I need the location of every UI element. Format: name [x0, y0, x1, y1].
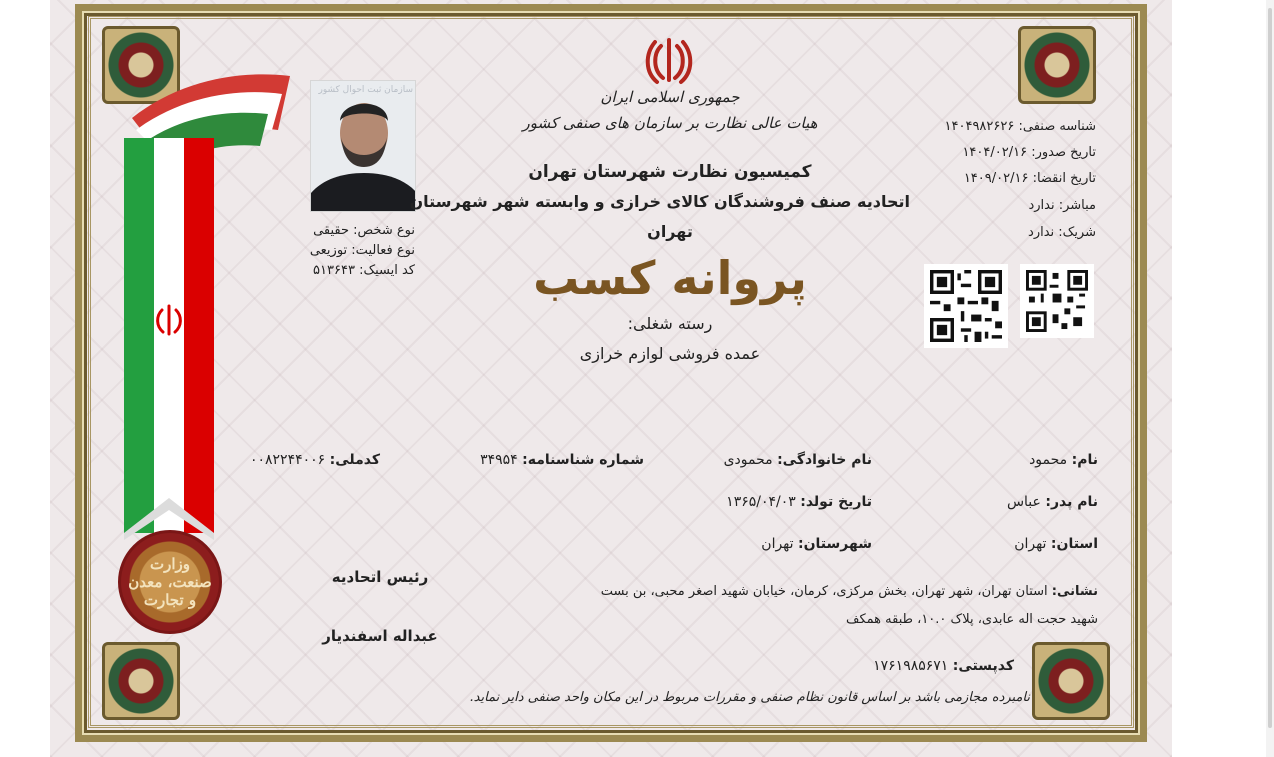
last-name-field — [690, 452, 872, 468]
province-field — [930, 536, 1098, 552]
corner-ornament-bottom-left — [102, 642, 180, 720]
city-label: شهرستان: — [797, 536, 872, 552]
qr-code-icon — [930, 270, 1002, 342]
partner: شریک: ندارد — [1028, 225, 1096, 240]
birth-date-field — [690, 494, 872, 510]
last-name-label: نام خانوادگی: — [777, 452, 872, 468]
id-number-value: ۳۴۹۵۴ — [480, 452, 518, 468]
seal-line-1: وزارت — [149, 555, 190, 573]
last-name-value: محمودی — [723, 452, 773, 468]
qr-code-right[interactable] — [1020, 264, 1094, 338]
city-field — [690, 536, 872, 552]
seal-line-3: و تجارت — [143, 591, 197, 609]
guild-label: رسته شغلی: — [627, 314, 713, 333]
iran-flag-ribbon — [120, 70, 290, 550]
father-name-field — [930, 494, 1098, 510]
national-code-label: کدملی: — [329, 452, 380, 468]
applicant-photo — [310, 80, 416, 212]
iran-emblem-icon — [643, 34, 695, 86]
commission-heading: کمیسیون نظارت شهرستان تهران — [528, 162, 812, 182]
person-type: نوع شخص: حقیقی — [313, 223, 415, 238]
business-license-certificate — [50, 0, 1172, 757]
scrollbar-thumb[interactable] — [1268, 8, 1272, 728]
national-code-field — [210, 452, 380, 468]
id-number-field — [470, 452, 644, 468]
manager: مباشر: ندارد — [1028, 198, 1096, 213]
qr-code-left[interactable] — [924, 264, 1008, 348]
postal-code-value: ۱۷۶۱۹۸۵۶۷۱ — [873, 658, 949, 674]
issue-date: تاریخ صدور: ۱۴۰۴/۰۲/۱۶ — [962, 145, 1096, 160]
father-name-label: نام پدر: — [1045, 494, 1098, 510]
corner-ornament-bottom-right — [1032, 642, 1110, 720]
union-heading-line-1: اتحادیه صنف فروشندگان کالای خرازی و وابسته شهر شهرستان — [409, 192, 910, 211]
footer-legal-note: نامبرده مجازمی باشد بر اساس قانون نظام صنفی و مقررات مربوط در این مکان واحد صنفی دایر نماید. — [469, 690, 1030, 705]
birth-date-label: تاریخ تولد: — [800, 494, 872, 510]
seal-line-2: صنعت، معدن — [128, 573, 212, 591]
address-line-2: شهید حجت اله عابدی، پلاک ۱۰.۰، طبقه همکف — [846, 612, 1098, 627]
postal-code-label: کدپستی: — [952, 658, 1014, 674]
address-value-line-1: استان تهران، شهر تهران، بخش مرکزی، کرمان، خیابان شهید اصغر محبی، بن بست — [600, 584, 1048, 599]
isic-code: کد ایسیک: ۵۱۳۶۴۳ — [313, 263, 415, 278]
address-line-1 — [500, 584, 1098, 599]
qr-code-icon — [1026, 270, 1088, 332]
republic-heading: جمهوری اسلامی ایران — [600, 88, 740, 106]
national-code-value: ۰۰۸۲۲۴۴۰۰۶ — [249, 452, 326, 468]
postal-code-field — [770, 658, 1014, 674]
address-label: نشانی: — [1051, 584, 1098, 599]
first-name-field — [930, 452, 1098, 468]
city-value: تهران — [761, 536, 794, 552]
expiry-date: تاریخ انقضا: ۱۴۰۹/۰۲/۱۶ — [963, 171, 1096, 186]
signatory-name: عبداله اسفندیار — [322, 627, 438, 645]
person-silhouette-icon — [311, 81, 416, 212]
first-name-value: محمود — [1029, 452, 1068, 468]
province-value: تهران — [1014, 536, 1047, 552]
father-name-value: عباس — [1006, 494, 1041, 510]
activity-type: نوع فعالیت: توزیعی — [309, 243, 415, 258]
photo-watermark: سازمان ثبت احوال کشور — [318, 85, 413, 95]
council-heading: هیات عالی نظارت بر سازمان های صنفی کشور — [522, 114, 818, 132]
province-label: استان: — [1050, 536, 1098, 552]
certificate-title: پروانه کسب — [533, 251, 807, 305]
id-number-label: شماره شناسنامه: — [522, 452, 644, 468]
corner-ornament-top-right — [1018, 26, 1096, 104]
union-heading-line-2: تهران — [647, 222, 693, 241]
first-name-label: نام: — [1071, 452, 1098, 468]
guild-value: عمده فروشی لوازم خرازی — [579, 344, 761, 363]
ministry-seal — [118, 530, 222, 634]
signatory-title: رئیس اتحادیه — [331, 568, 429, 586]
guild-id: شناسه صنفی: ۱۴۰۴۹۸۲۶۲۶ — [944, 119, 1096, 134]
birth-date-value: ۱۳۶۵/۰۴/۰۳ — [726, 494, 796, 510]
